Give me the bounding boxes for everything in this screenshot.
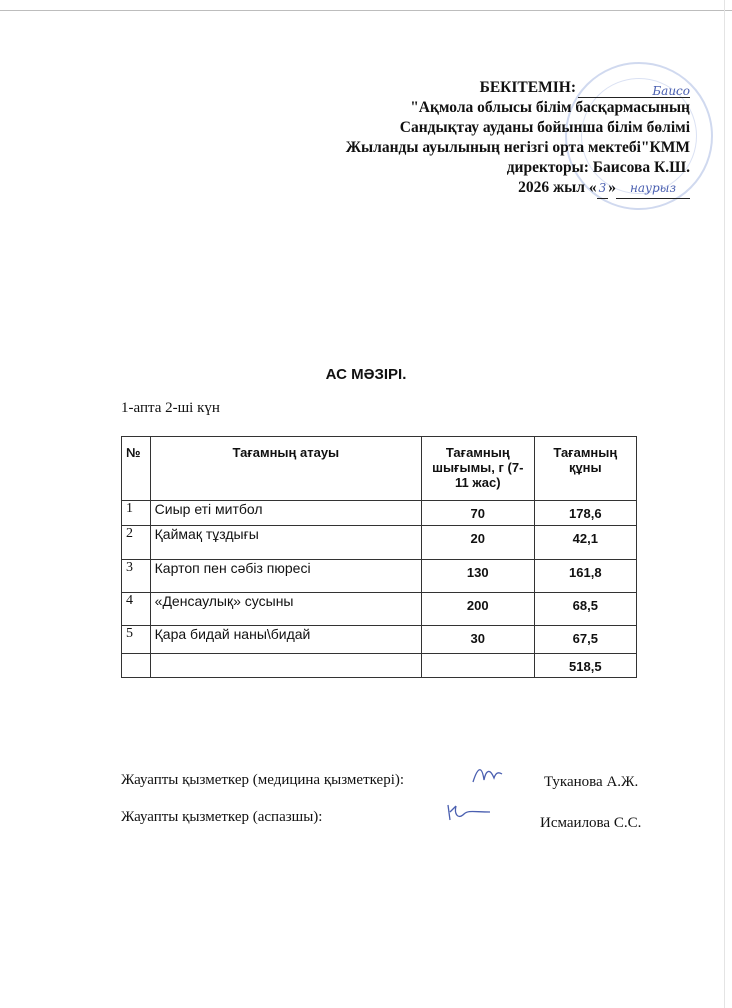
table-total-row [122, 654, 637, 678]
table-row: 3 Картоп пен сәбіз пюресі 130 161,8 [122, 560, 637, 593]
table-row: 4 «Денсаулық» сусыны 200 68,5 [122, 593, 637, 626]
header-price: Тағамның құны [534, 437, 636, 501]
approve-line [346, 78, 690, 98]
director-signature: Баисо [578, 81, 690, 98]
date-day: 3 [598, 181, 607, 195]
org-line-3: Жыланды ауылының негізгі орта мектебі"КММ [345, 139, 690, 156]
org-line-1: "Ақмола облысы білім басқармасының [410, 99, 690, 116]
week-day-label: 1-апта 2-ші күн [121, 400, 220, 416]
table-row: 5 Қара бидай наны\бидай 30 67,5 [122, 626, 637, 654]
responsible-cook-name: Исмаилова С.С. [540, 815, 642, 831]
total-price: 518,5 [534, 654, 636, 678]
header-weight: Тағамның шығымы, г (7-11 жас) [421, 437, 534, 501]
approval-block [346, 78, 690, 199]
date-month: наурыз [629, 181, 677, 195]
org-line-2: Сандықтау ауданы бойынша білім бөлімі [399, 119, 690, 136]
table-header-row [122, 437, 637, 501]
responsible-medic-name: Туканова А.Ж. [544, 774, 639, 790]
page-title: АС МӘЗІРІ. [325, 366, 407, 383]
scan-edge-top [0, 10, 732, 11]
cook-signature [444, 800, 494, 824]
table-row: 1 Сиыр еті митбол 70 178,6 [122, 501, 637, 526]
responsible-medic-label: Жауапты қызметкер (медицина қызметкері): [121, 772, 405, 788]
director-line: директоры: Баисова К.Ш. [506, 159, 690, 176]
responsible-cook-label: Жауапты қызметкер (аспазшы): [121, 809, 323, 825]
header-dish-name: Тағамның атауы [150, 437, 421, 501]
header-number: № [122, 437, 151, 501]
approve-label: БЕКІТЕМІН: [479, 79, 576, 96]
menu-table [121, 436, 637, 678]
scan-edge-right [724, 0, 725, 1008]
approval-date: 2026 жыл « 3 » наурыз [346, 178, 690, 199]
table-row: 2 Қаймақ тұздығы 20 42,1 [122, 526, 637, 560]
medic-signature [470, 762, 504, 788]
